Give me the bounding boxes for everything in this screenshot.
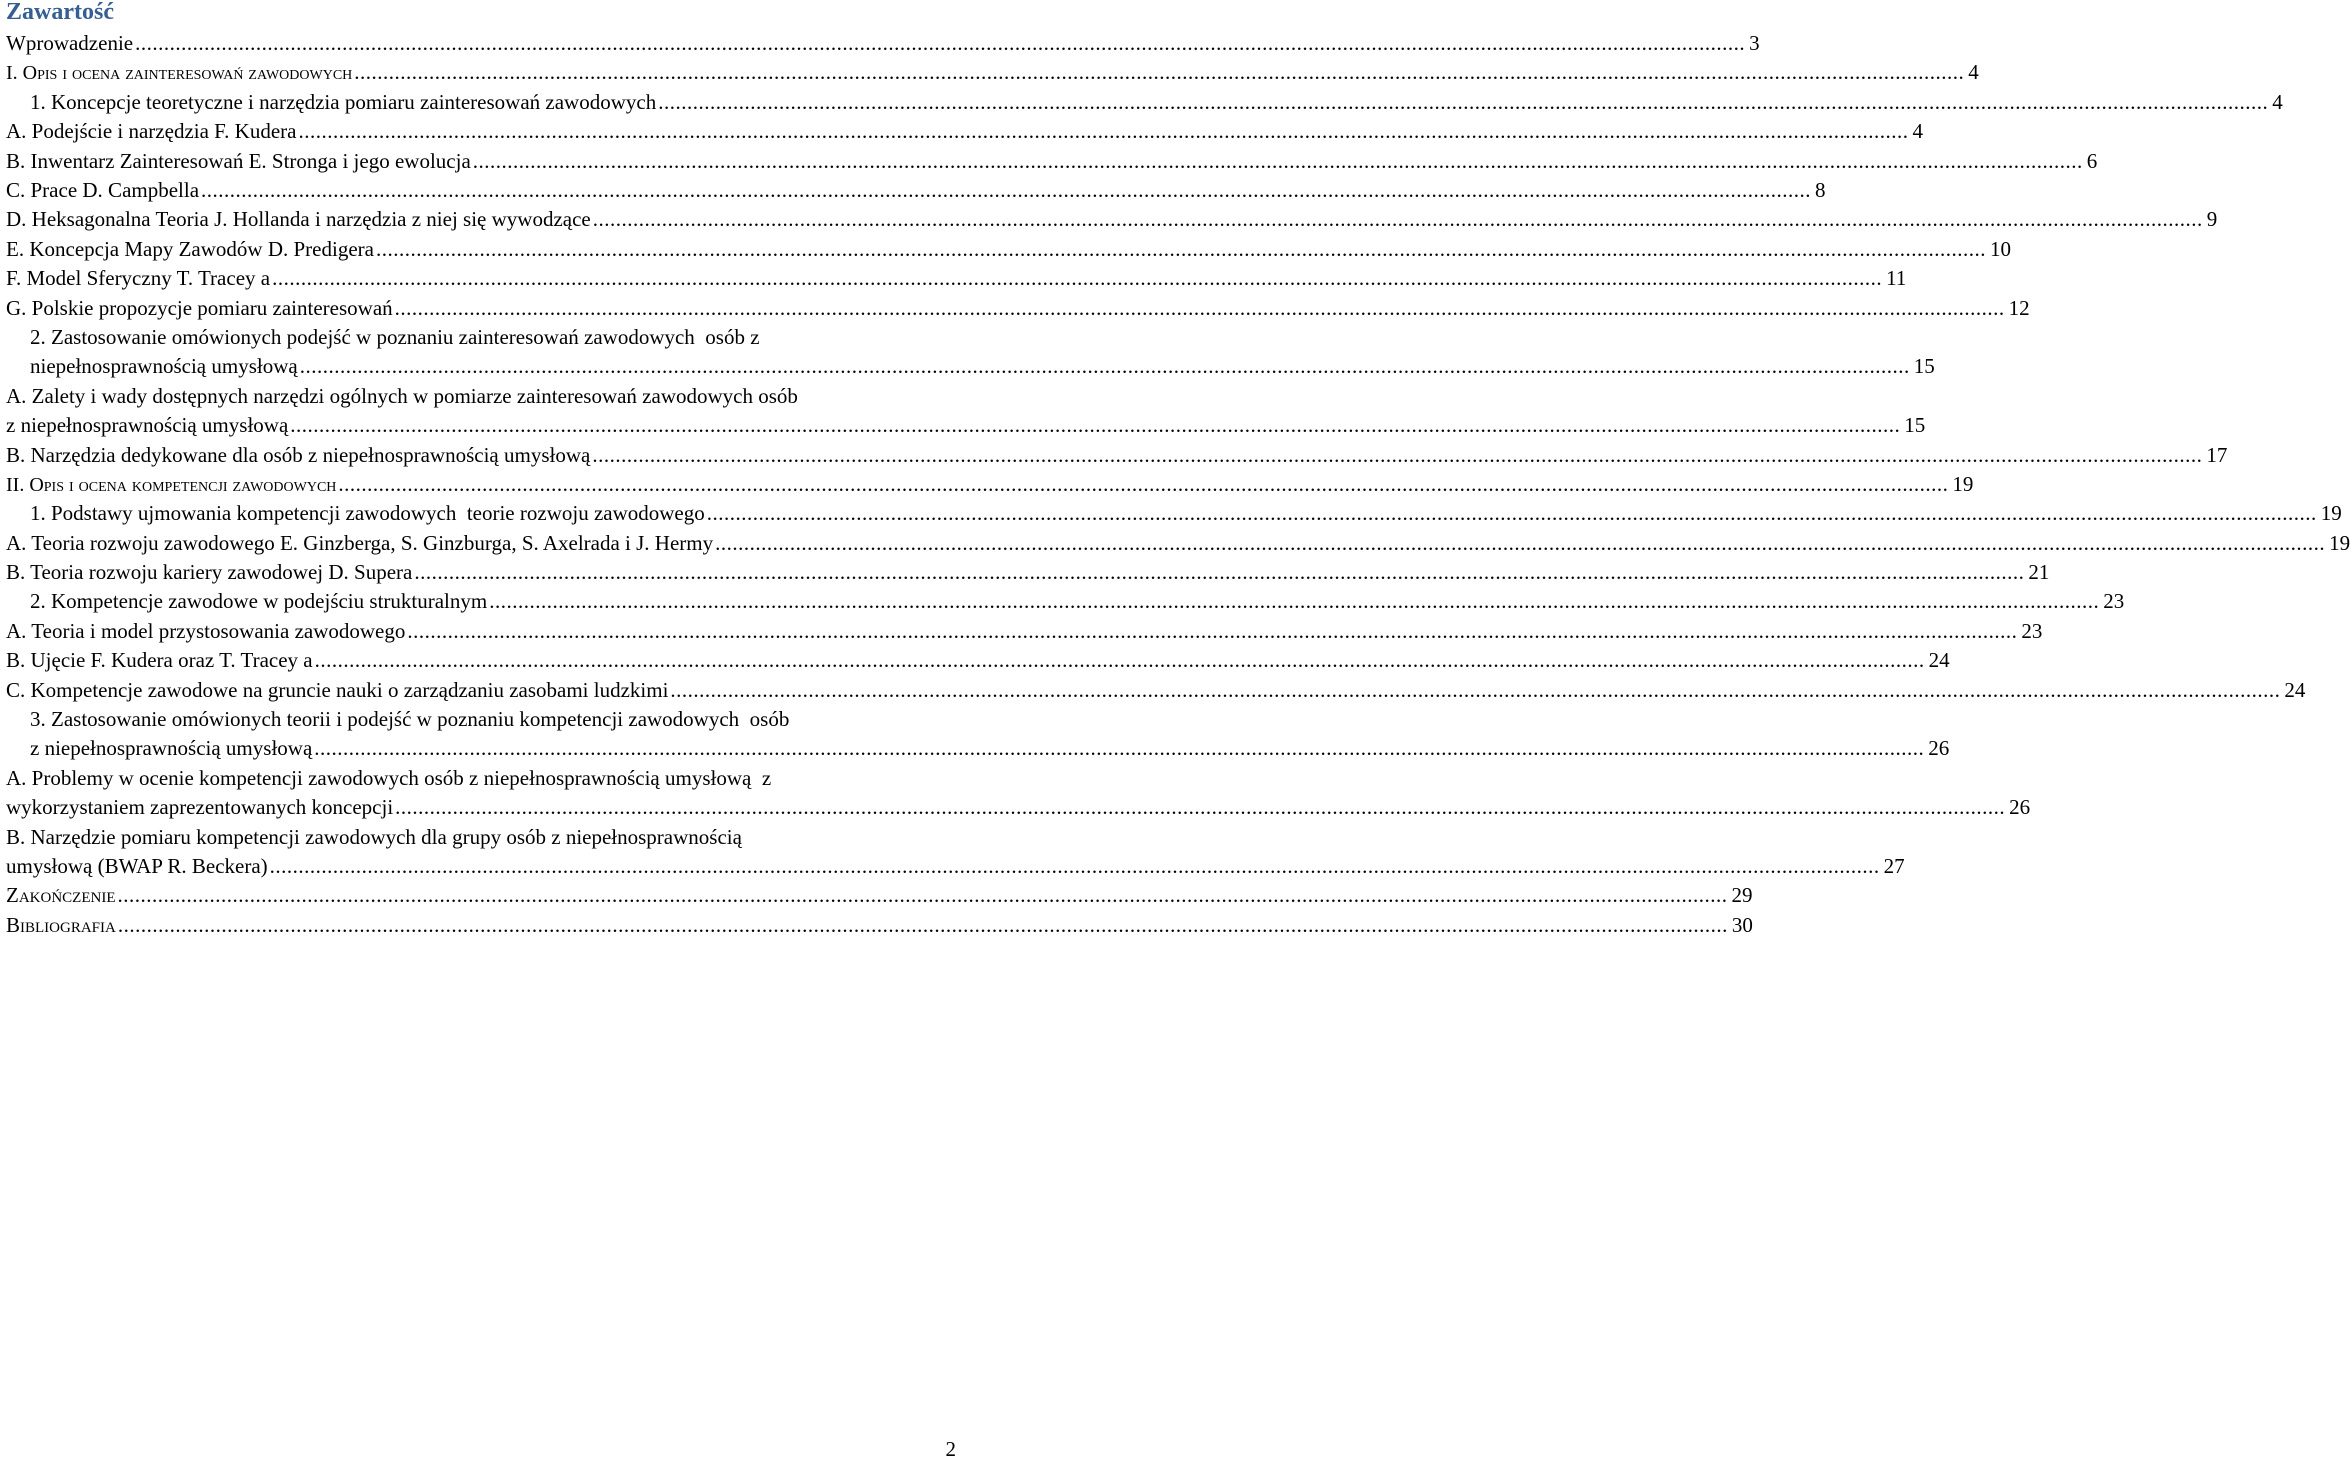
toc-entry-text: Zakończenie — [6, 883, 116, 908]
toc-entry-page: 12 — [2008, 295, 2030, 320]
toc-entry-page: 4 — [2272, 89, 2283, 114]
dot-leader — [715, 529, 2325, 558]
dot-leader — [298, 117, 1908, 146]
toc-entry-text: D. Heksagonalna Teoria J. Hollanda i narzędzia z niej się wywodzące — [6, 207, 591, 232]
toc-entry-text-continued: niepełnosprawnością umysłową — [30, 354, 298, 379]
dot-leader — [314, 734, 1924, 763]
table-of-contents — [6, 29, 2350, 940]
dot-leader — [658, 88, 2268, 117]
dot-leader — [707, 499, 2317, 528]
toc-entry-page: 3 — [1749, 31, 1760, 55]
toc-entry-text: A. Teoria rozwoju zawodowego E. Ginzberga, S. Ginzburga, S. Axelrada i J. Hermy — [6, 530, 714, 555]
toc-entry-page: 19 — [2329, 530, 2350, 555]
dot-leader — [270, 852, 1880, 881]
toc-entry-page: 17 — [2206, 442, 2228, 467]
toc-entry-text: C. Prace D. Campbella — [6, 177, 200, 202]
dot-leader — [670, 676, 2280, 705]
toc-title: Zawartość — [6, 0, 114, 25]
toc-entry[interactable] — [6, 323, 1935, 382]
toc-entry-page: 11 — [1886, 266, 1907, 291]
dot-leader — [300, 352, 1910, 381]
toc-entry[interactable] — [6, 558, 2050, 587]
toc-entry-text-continued: wykorzystaniem zaprezentowanych koncepcji — [6, 795, 394, 820]
toc-entry[interactable] — [6, 264, 1907, 293]
dot-leader — [376, 235, 1986, 264]
toc-entry-text: E. Koncepcja Mapy Zawodów D. Predigera — [6, 236, 374, 261]
toc-entry[interactable] — [6, 294, 2030, 323]
toc-entry[interactable] — [6, 705, 1950, 764]
dot-leader — [338, 470, 1948, 499]
toc-entry[interactable] — [6, 117, 1923, 146]
toc-entry[interactable] — [6, 499, 2342, 528]
toc-entry-page: 9 — [2206, 207, 2218, 232]
toc-entry-text: 1. Podstawy ujmowania kompetencji zawodowych teorie rozwoju zawodowego — [30, 501, 705, 526]
toc-entry-text: I. Opis i ocena zainteresowań zawodowych — [6, 62, 353, 85]
toc-entry-text: B. Inwentarz Zainteresowań E. Stronga i jego ewolucja — [6, 148, 471, 173]
dot-leader — [414, 558, 2024, 587]
toc-entry-page: 19 — [1952, 471, 1974, 496]
toc-entry-page: 10 — [1989, 236, 2011, 261]
toc-entry-page: 8 — [1815, 177, 1826, 202]
toc-entry-page: 23 — [2103, 589, 2125, 614]
dot-leader — [135, 29, 1745, 58]
toc-entry-text: A. Problemy w ocenie kompetencji zawodowych osób z niepełnosprawnością umysłową z — [6, 765, 772, 790]
toc-entry-text: 2. Kompetencje zawodowe w podejściu strukturalnym — [30, 589, 488, 614]
dot-leader — [354, 58, 1964, 87]
toc-entry[interactable] — [6, 823, 1905, 882]
toc-entry-text: Wprowadzenie — [6, 31, 134, 55]
toc-entry-page: 27 — [1883, 854, 1905, 878]
toc-entry-text: II. Opis i ocena kompetencji zawodowych — [6, 473, 337, 496]
toc-entry-text: 2. Zastosowanie omówionych podejść w poznaniu zainteresowań zawodowych osób z — [30, 324, 760, 349]
dot-leader — [201, 176, 1811, 205]
toc-entry[interactable] — [6, 617, 2043, 646]
toc-entry-text: B. Ujęcie F. Kudera oraz T. Tracey a — [6, 648, 313, 673]
toc-entry-page: 24 — [2284, 677, 2306, 702]
dot-leader — [118, 911, 1728, 940]
toc-entry[interactable] — [6, 470, 1974, 499]
dot-leader — [395, 793, 2005, 822]
toc-entry[interactable] — [6, 646, 1950, 675]
toc-entry-text: G. Polskie propozycje pomiaru zainteresowań — [6, 295, 393, 320]
toc-entry[interactable] — [6, 881, 1753, 910]
toc-entry-page: 29 — [1731, 883, 1753, 908]
toc-entry-text-continued: umysłową (BWAP R. Beckera) — [6, 854, 268, 878]
toc-entry-page: 21 — [2028, 560, 2050, 585]
dot-leader — [395, 294, 2005, 323]
toc-entry[interactable] — [6, 529, 2350, 558]
toc-entry-text: A. Zalety i wady dostępnych narzędzi ogólnych w pomiarze zainteresowań zawodowych osób — [6, 383, 798, 408]
toc-entry-page: 4 — [1968, 60, 1979, 85]
dot-leader — [473, 147, 2083, 176]
toc-entry-page: 15 — [1913, 354, 1935, 379]
toc-entry-text: B. Narzędzia dedykowane dla osób z niepełnosprawnością umysłową — [6, 442, 591, 467]
dot-leader — [117, 881, 1727, 910]
dot-leader — [407, 617, 2017, 646]
toc-entry[interactable] — [6, 176, 1826, 205]
toc-entry-text-continued: z niepełnosprawnością umysłową — [30, 736, 313, 761]
toc-entry-text: 3. Zastosowanie omówionych teorii i podejść w poznaniu kompetencji zawodowych osób — [30, 707, 790, 732]
page-number: 2 — [945, 1437, 956, 1461]
toc-entry-text: B. Narzędzie pomiaru kompetencji zawodowych dla grupy osób z niepełnosprawnością — [6, 824, 742, 849]
toc-entry[interactable] — [6, 676, 2306, 705]
toc-entry-page: 30 — [1731, 912, 1753, 937]
toc-entry-text: A. Podejście i narzędzia F. Kudera — [6, 119, 297, 144]
toc-entry-page: 26 — [1928, 736, 1950, 761]
toc-entry-text: C. Kompetencje zawodowe na gruncie nauki o zarządzaniu zasobami ludzkimi — [6, 677, 669, 702]
toc-entry[interactable] — [6, 205, 2218, 234]
dot-leader — [592, 441, 2202, 470]
toc-entry-page: 6 — [2086, 148, 2098, 173]
toc-entry-text: 1. Koncepcje teoretyczne i narzędzia pomiaru zainteresowań zawodowych — [30, 89, 657, 114]
dot-leader — [315, 646, 1925, 675]
dot-leader — [272, 264, 1882, 293]
toc-entry[interactable] — [6, 88, 2283, 117]
toc-entry-text: B. Teoria rozwoju kariery zawodowej D. Supera — [6, 560, 413, 585]
toc-entry-page: 15 — [1904, 413, 1926, 438]
toc-entry[interactable] — [6, 911, 1753, 940]
toc-entry[interactable] — [6, 441, 2228, 470]
toc-entry-page: 19 — [2320, 501, 2342, 526]
toc-entry[interactable] — [6, 764, 2031, 823]
toc-entry-text-continued: z niepełnosprawnością umysłową — [6, 413, 289, 438]
toc-entry[interactable] — [6, 147, 2098, 176]
dot-leader — [489, 587, 2099, 616]
toc-entry-page: 4 — [1912, 119, 1923, 144]
toc-entry-text: F. Model Sferyczny T. Tracey a — [6, 266, 271, 291]
toc-entry-page: 26 — [2009, 795, 2031, 820]
toc-entry[interactable] — [6, 235, 2011, 264]
dot-leader — [593, 205, 2203, 234]
dot-leader — [290, 411, 1900, 440]
toc-entry[interactable] — [6, 58, 1979, 87]
toc-entry-page: 24 — [1928, 648, 1950, 673]
toc-entry[interactable] — [6, 29, 1760, 58]
toc-entry[interactable] — [6, 587, 2125, 616]
toc-entry-page: 23 — [2021, 618, 2043, 643]
toc-entry[interactable] — [6, 382, 1926, 441]
toc-entry-text: A. Teoria i model przystosowania zawodowego — [6, 618, 406, 643]
toc-entry-text: Bibliografia — [6, 912, 116, 937]
